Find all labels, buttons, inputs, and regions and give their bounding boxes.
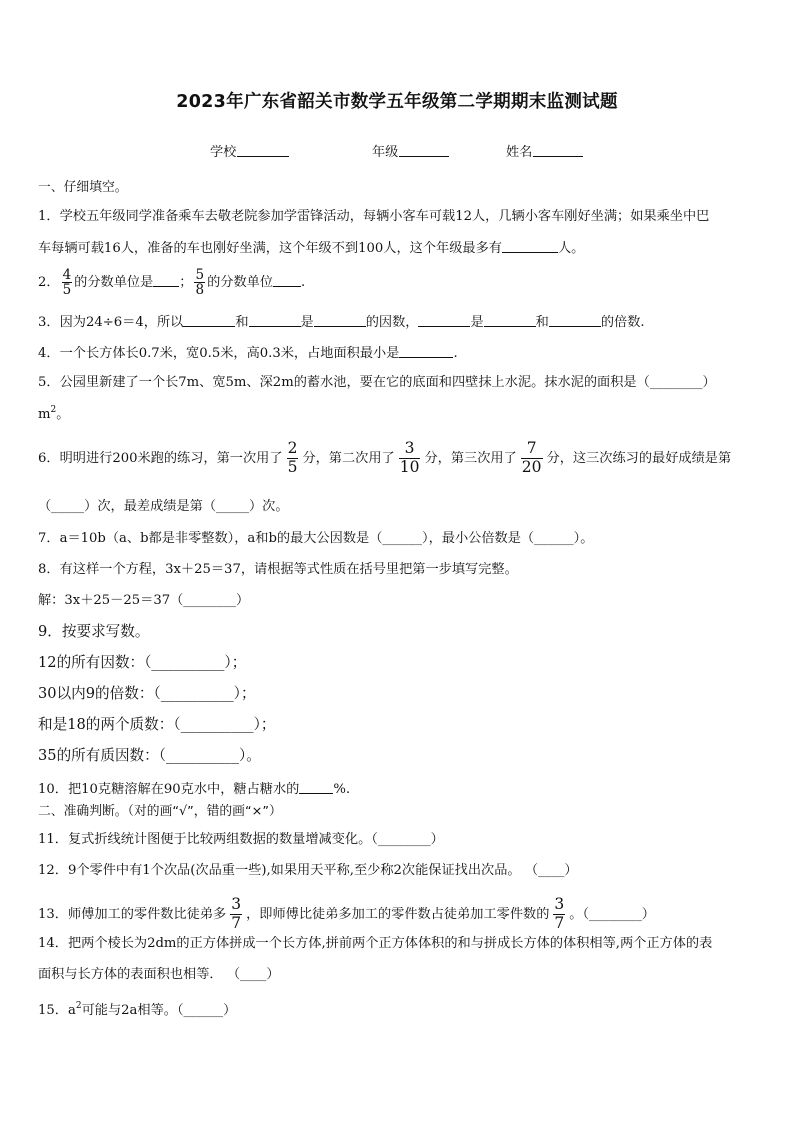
answer-blank[interactable] xyxy=(299,781,333,794)
question-9: 9．按要求写数。 xyxy=(38,623,150,640)
grade-label: 年级 xyxy=(372,145,399,160)
school-field xyxy=(210,141,289,160)
answer-blank[interactable] xyxy=(399,345,453,358)
answer-blank[interactable] xyxy=(249,314,301,327)
name-blank[interactable] xyxy=(533,144,583,157)
name-field xyxy=(506,141,583,160)
answer-blank[interactable] xyxy=(153,274,179,287)
question-9-item-1: 12的所有因数：（__________）； xyxy=(38,654,247,671)
answer-blank[interactable] xyxy=(549,314,601,327)
fraction: $\frac{3}{7}$ xyxy=(231,895,242,932)
school-blank[interactable] xyxy=(237,144,289,157)
question-6-line-1: 6．明明进行200米跑的练习，第一次用了 $\frac{2}{5}$ 分，第二次用了 $\frac{3}{10}$ 分，第三次用了 $\frac{7}{20}$ 分，这三次练习的最好成绩是第 xyxy=(38,439,732,476)
question-8-solution: 解：3x＋25－25＝37（________） xyxy=(38,593,250,608)
question-11: 11．复式折线统计图便于比较两组数据的数量增减变化。（________） xyxy=(38,832,444,847)
question-8: 8．有这样一个方程，3x＋25＝37，请根据等式性质在括号里把第一步填写完整。 xyxy=(38,562,518,577)
name-label: 姓名 xyxy=(506,145,533,160)
grade-blank[interactable] xyxy=(399,144,449,157)
answer-blank[interactable] xyxy=(418,314,470,327)
section-1-heading: 一、仔细填空。 xyxy=(38,180,128,195)
answer-blank[interactable] xyxy=(502,240,558,253)
fraction: $\frac{3}{7}$ xyxy=(554,895,565,932)
question-13: 13．师傅加工的零件数比徒弟多 $\frac{3}{7}$ ，即师傅比徒弟多加工的零件数占徒弟加工零件数的 $\frac{3}{7}$ 。（________） xyxy=(38,895,655,932)
question-12: 12．9个零件中有1个次品(次品重一些),如果用天平称,至少称2次能保证找出次品。 （____） xyxy=(38,863,578,878)
question-9-item-4: 35的所有质因数：（__________）。 xyxy=(38,747,261,764)
fraction: $\frac{3}{10}$ xyxy=(399,439,420,476)
question-4: 4．一个长方体长0.7米，宽0.5米，高0.3米，占地面积最小是 . xyxy=(38,346,458,361)
question-14-line-2: 面积与长方体的表面积也相等． （____） xyxy=(38,967,280,982)
question-14-line-1: 14．把两个棱长为2dm的正方体拼成一个长方体,拼前两个正方体体积的和与拼成长方体的体积相等,两个正方体的表 xyxy=(38,936,713,951)
section-2-heading: 二、准确判断。（对的画“√”，错的画“×”） xyxy=(38,804,282,819)
fraction: $\frac{4}{5}$ xyxy=(62,267,72,299)
fraction: $\frac{5}{8}$ xyxy=(195,267,205,299)
question-3: 3．因为24÷6＝4，所以 和 是 的因数， 是 和 的倍数. xyxy=(38,315,645,330)
question-5-line-1: 5．公园里新建了一个长7m、宽5m、深2m的蓄水池，要在它的底面和四壁抹上水泥。抹水泥的面积是（________） xyxy=(38,375,716,390)
fraction: $\frac{7}{20}$ xyxy=(521,439,542,476)
question-15: 15．$a^2$可能与2a相等。（______） xyxy=(38,1001,237,1018)
answer-blank[interactable] xyxy=(183,314,235,327)
question-6-line-2: （_____）次，最差成绩是第（_____）次。 xyxy=(38,499,289,514)
answer-blank[interactable] xyxy=(273,274,301,287)
grade-field xyxy=(372,141,449,160)
answer-blank[interactable] xyxy=(484,314,536,327)
fraction: $\frac{2}{5}$ xyxy=(287,439,298,476)
question-2: 2． $\frac{4}{5}$ 的分数单位是 ； $\frac{5}{8}$ 的分数单位 . xyxy=(38,267,306,299)
question-10: 10．把10克糖溶解在90克水中，糖占糖水的 %. xyxy=(38,782,351,797)
answer-blank[interactable] xyxy=(314,314,366,327)
page-title: 2023年广东省韶关市数学五年级第二学期期末监测试题 xyxy=(176,92,618,112)
question-9-item-3: 和是18的两个质数：（__________）； xyxy=(38,716,276,733)
question-1-line-1: 1．学校五年级同学准备乘车去敬老院参加学雷锋活动，每辆小客车可载12人，几辆小客车刚好坐满；如果乘坐中巴 xyxy=(38,209,710,224)
question-1-line-2: 车每辆可载16人，准备的车也刚好坐满，这个年级不到100人，这个年级最多有 人。 xyxy=(38,241,585,256)
question-9-item-2: 30以内9的倍数：（__________）； xyxy=(38,685,256,702)
question-7: 7．a＝10b（a、b都是非零整数），a和b的最大公因数是（______），最小公倍数是（______）。 xyxy=(38,531,594,546)
question-5-line-2: $m^2$。 xyxy=(38,405,70,422)
school-label: 学校 xyxy=(210,145,237,160)
